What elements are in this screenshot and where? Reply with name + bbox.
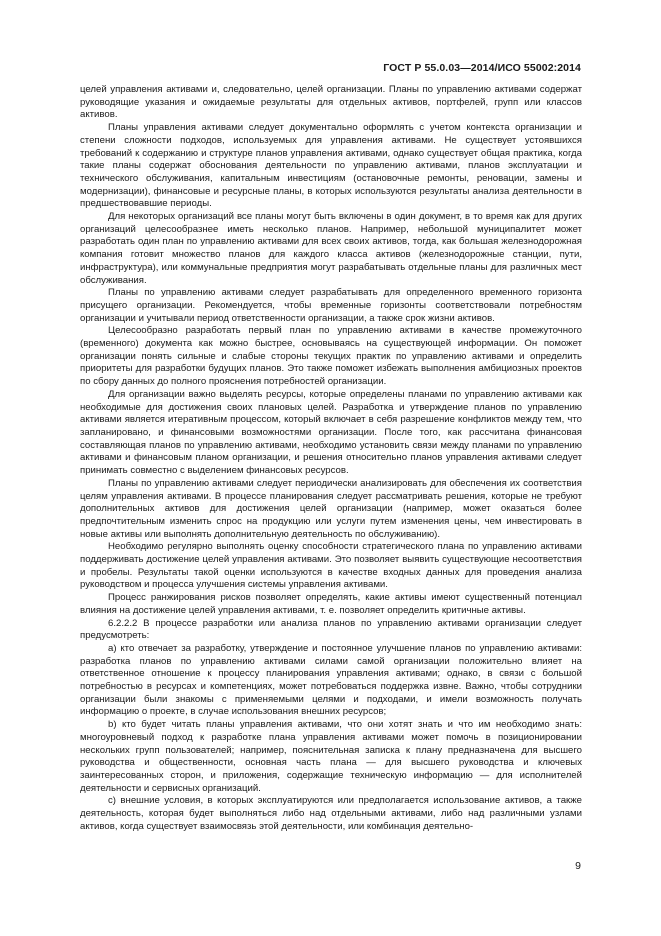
paragraph: Планы по управлению активами следует разрабатывать для определенного временного горизонта присущего организации. Рекомендуется, чтобы временные горизонты соответствовали потребностям организации и учитывали период ответственности организации, а также срок жизни активов. — [80, 287, 582, 324]
paragraph: Целесообразно разработать первый план по управлению активами в качестве промежуточного (временного) документа как можно быстрее, основываясь на существующей информации. Он поможет организации понять сильные и слабые стороны текущих практик по управлению активами и определить приоритеты для разработки будущих планов. Это также поможет избежать выполнения амбициозных проектов по сбору данных до полного прояснения потребностей организации. — [80, 325, 582, 388]
paragraph: Планы по управлению активами следует периодически анализировать для обеспечения их соответствия целям управления активами. В процессе планирования следует рассматривать решения, которые не требуют дополнительных активов для достижения целей организации (например, может оказаться более предпочтительным изменить спрос на продукцию или услуги путем изменения цены, чем инвестировать в новые активы или выполнять дополнительную деятельность по обслуживанию). — [80, 477, 582, 540]
paragraph: Необходимо регулярно выполнять оценку способности стратегического плана по управлению активами поддерживать достижение целей управления активами. Это позволяет выявить существующие несоответствия и пробелы. Результаты такой оценки используются в качестве входных данных для проведения анализа руководством и процесса улучшения системы управления активами. — [80, 541, 582, 591]
clause-6-2-2-2: 6.2.2.2 В процессе разработки или анализа планов по управлению активами организации следует предусмотреть: — [80, 617, 582, 642]
list-item-a: a) кто отвечает за разработку, утверждение и постоянное улучшение планов по управлению активами: разработка планов по управлению активами силами самой организации положительно влияет на ответственное отношение к процессу планирования управления активами; однако, в связи с большой потребностью в ресурсах и компетенциях, может потребоваться поддержка извне. Важно, чтобы сотрудники организации были знакомы с применяемыми целями и подходами, и имели возможность получать информацию о проекте, в случае использования внешних ресурсов; — [80, 642, 582, 718]
page-number: 9 — [575, 860, 581, 872]
paragraph: Планы управления активами следует документально оформлять с учетом контекста организации и степени сложности подходов, используемых для управления активами. Не существует устоявшихся требований к содержанию и структуре планов управления активами, однако существует общая практика, когда такие планы содержат обоснования деятельности по управлению активами, планов эксплуатации и технического обслуживания, капитальным инвестициям (остановочные ремонты, реновации, замены и модернизации), финансовые и ресурсные планы, в которых используются результаты анализа деятельности в предшествовавшие периоды. — [80, 122, 582, 210]
document-header: ГОСТ Р 55.0.03—2014/ИСО 55002:2014 — [383, 62, 581, 74]
paragraph: Процесс ранжирования рисков позволяет определять, какие активы имеют существенный потенциал влияния на достижение целей управления активами, т. е. позволяет определить критичные активы. — [80, 592, 582, 616]
list-item-c: c) внешние условия, в которых эксплуатируются или предполагается использование активов, а также деятельность, которая будет выполняться либо над отдельными активами, либо над различными узлами активов, когда существует взаимосвязь этой деятельности, или комбинация деятельно- — [80, 795, 582, 832]
paragraph: Для некоторых организаций все планы могут быть включены в один документ, в то время как для других организаций целесообразнее иметь несколько планов. Например, небольшой муниципалитет может разработать один план по управлению активами для всех своих активов, тогда, как большая железнодорожная компания готовит множество планов для каждого класса активов (железнодорожные станции, пути, инфраструктура), или коммунальные предприятия могут разрабатывать отдельные планы для различных мест обслуживания. — [80, 211, 582, 286]
paragraph-continuation: целей управления активами и, следовательно, целей организации. Планы по управлению активами содержат руководящие указания и ожидаемые результаты для отдельных активов, портфелей, групп или классов активов. — [80, 84, 582, 121]
document-body — [80, 84, 582, 833]
list-item-b: b) кто будет читать планы управления активами, что они хотят знать и что им необходимо знать: многоуровневый подход к разработке плана управления активами может помочь в позиционировании нескольких групп пользователей; например, пояснительная записка к плану предназначена для высшего руководства и общественности, основная часть плана — для высшего руководства и ключевых заинтересованных сторон, и приложения, содержащие техническую информацию — для исполнителей деятельности и сервисных организаций. — [80, 719, 582, 794]
paragraph: Для организации важно выделять ресурсы, которые определены планами по управлению активами как необходимые для достижения своих плановых целей. Разработка и утверждение планов по управлению активами является итеративным процессом, который включает в себя разрешение конфликтов между тем, что запланировано, и финансовыми возможностями организации. После того, как рассчитана финансовая составляющая планов по управлению активами, необходимо установить связи между планами по управлению активами и финансовым планом организации, и решения относительно планов управления активами следует принимать совместно с выделением финансовых ресурсов. — [80, 388, 582, 477]
